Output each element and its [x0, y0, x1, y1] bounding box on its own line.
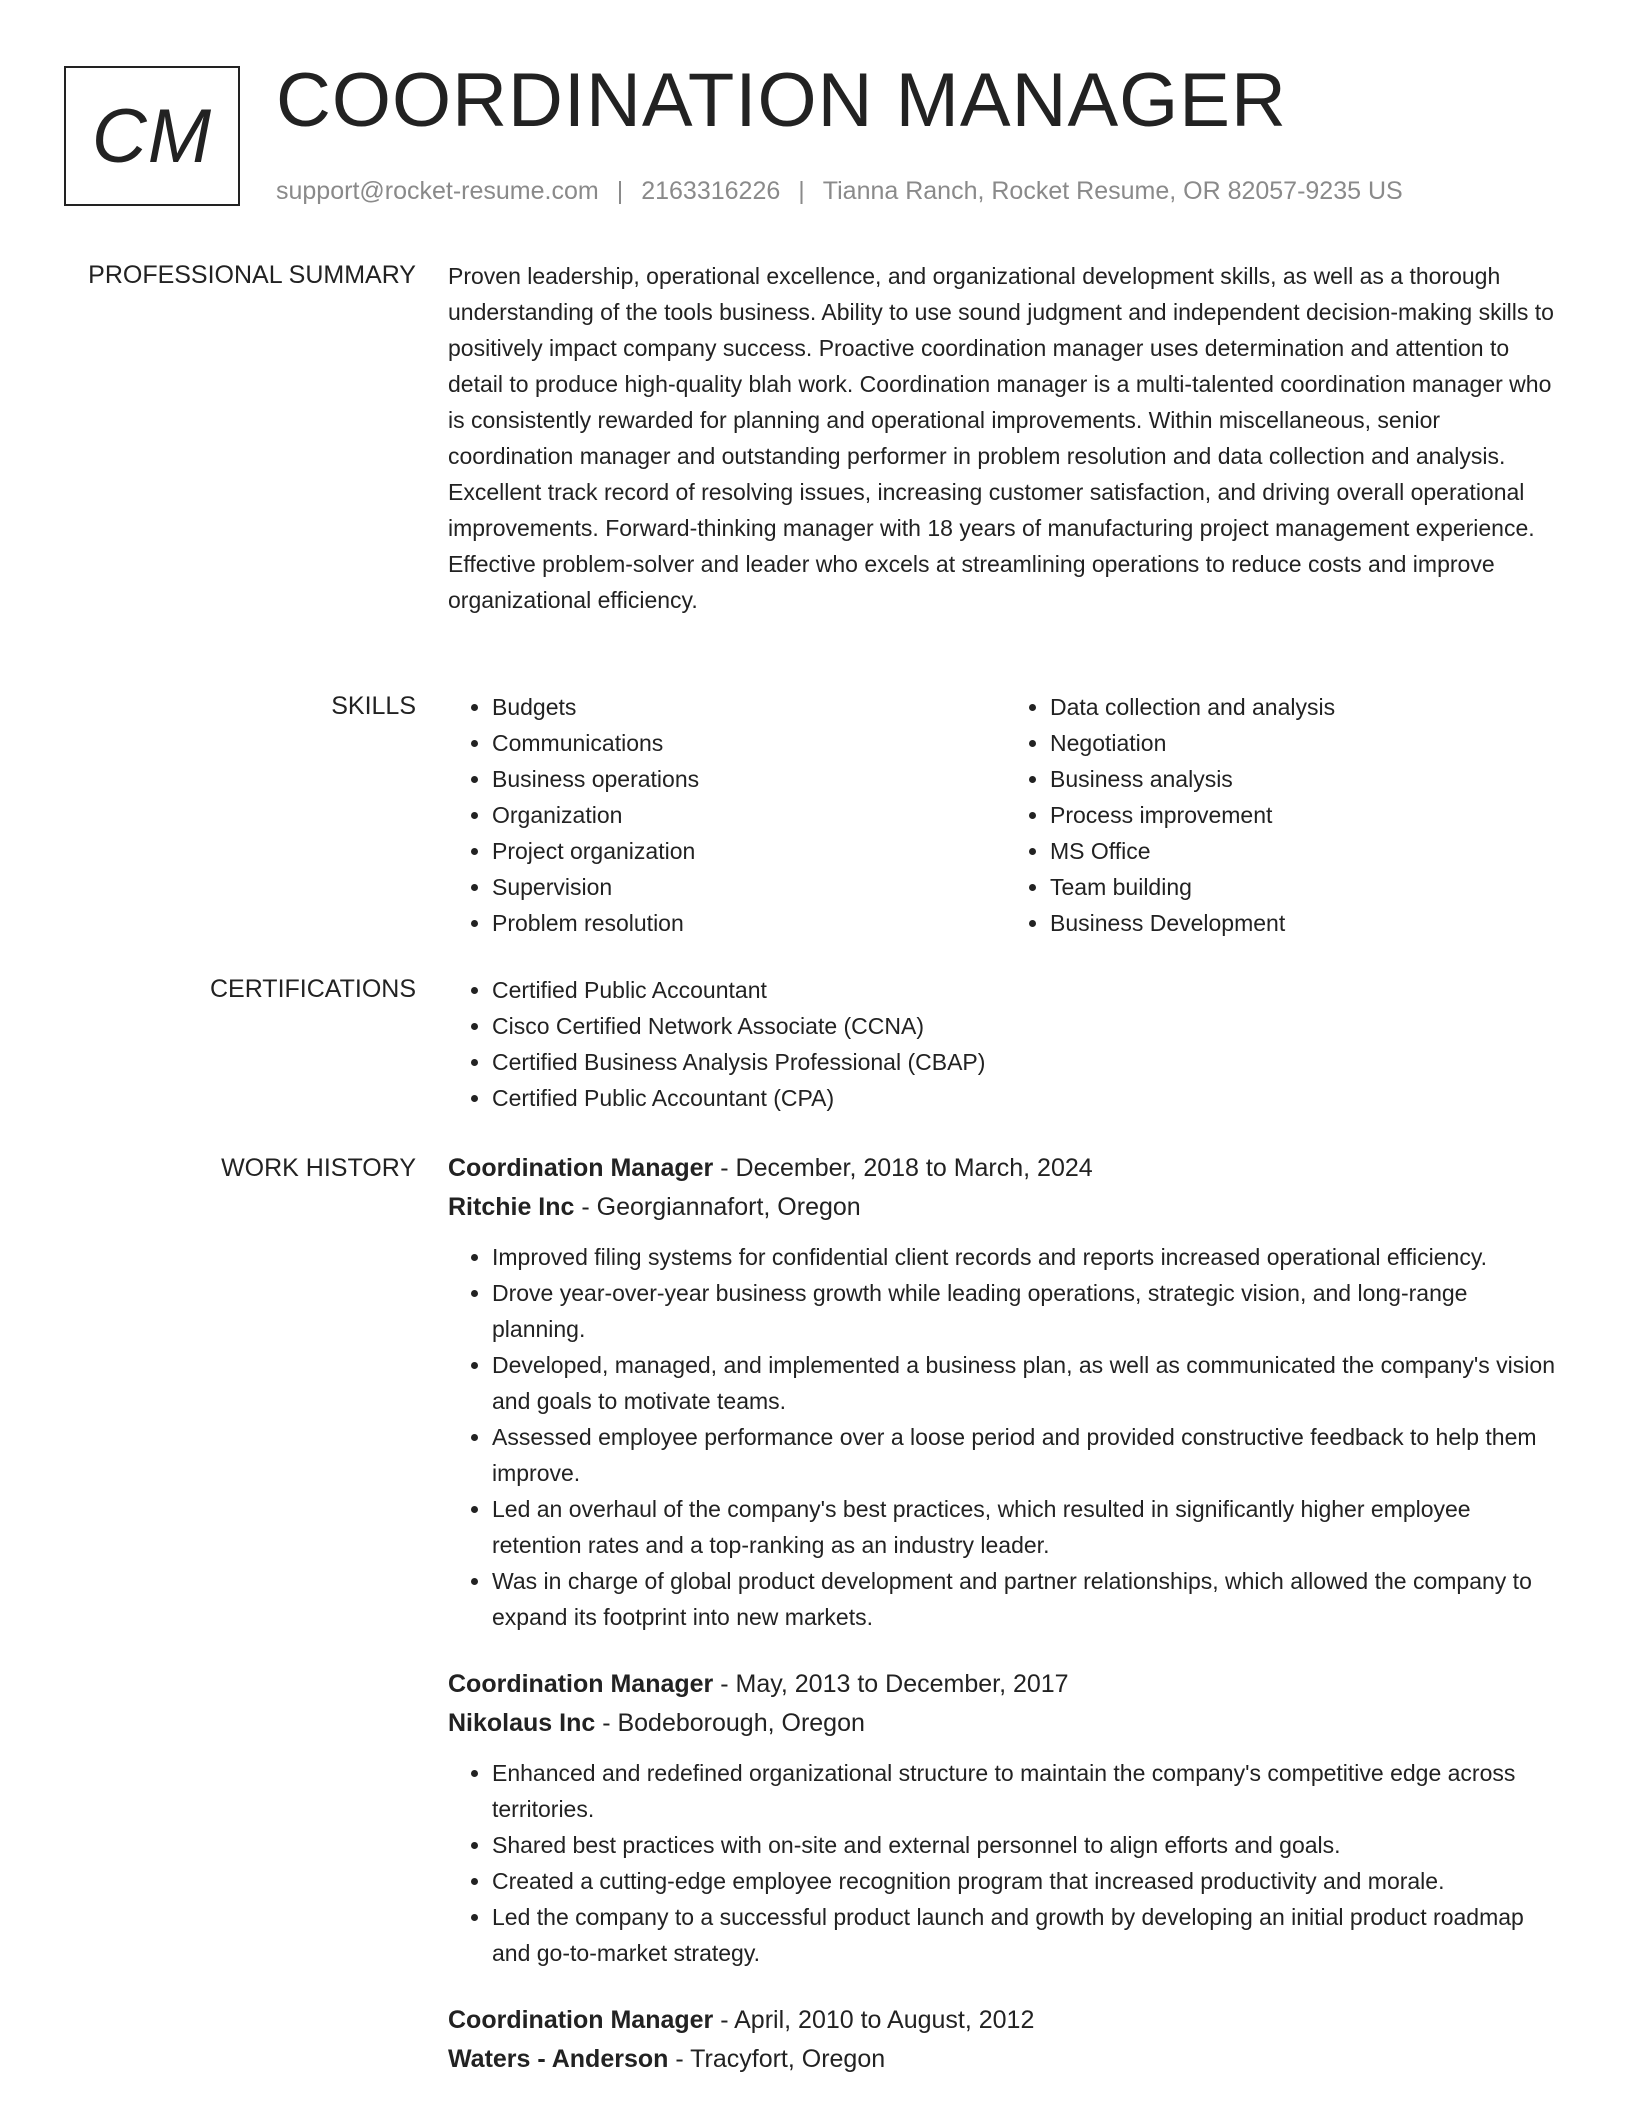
skill-item: • Process improvement [1050, 797, 1564, 833]
skill-item: • Problem resolution [492, 905, 1006, 941]
job-company: Nikolaus Inc [448, 1709, 596, 1737]
certification-item: • Certified Business Analysis Professional (CBAP) [492, 1044, 1564, 1080]
job-bullet: • Led an overhaul of the company's best practices, which resulted in significantly higher employee retention rates and a top-ranking as an industry leader. [492, 1491, 1564, 1563]
contact-separator: | [798, 177, 805, 205]
job-bullet: • Improved filing systems for confidential client records and reports increased operational efficiency. [492, 1239, 1564, 1275]
contact-address: Tianna Ranch, Rocket Resume, OR 82057-9235 US [822, 177, 1403, 205]
certification-item: • Certified Public Accountant (CPA) [492, 1080, 1564, 1116]
job-dates: - December, 2018 to March, 2024 [713, 1154, 1093, 1182]
job-location: - Bodeborough, Oregon [595, 1709, 865, 1737]
job-bullet: • Shared best practices with on-site and external personnel to align efforts and goals. [492, 1827, 1564, 1863]
job-title-line [448, 1149, 1564, 1188]
skill-item: • Team building [1050, 869, 1564, 905]
job-dates: - May, 2013 to December, 2017 [713, 1670, 1069, 1698]
job-bullet: • Drove year-over-year business growth while leading operations, strategic vision, and long-range planning. [492, 1275, 1564, 1347]
skills-list [448, 689, 1564, 941]
contact-email[interactable]: support@rocket-resume.com [276, 177, 599, 205]
skill-item: • Organization [492, 797, 1006, 833]
skill-item: • Supervision [492, 869, 1006, 905]
resume-title: COORDINATION MANAGER [276, 58, 1287, 143]
job-entry [448, 1149, 1564, 1635]
skill-item: • Data collection and analysis [1050, 689, 1564, 725]
job-bullet: • Was in charge of global product development and partner relationships, which allowed the company to expand its footprint into new markets. [492, 1563, 1564, 1635]
job-title-line [448, 1665, 1564, 1704]
certification-item: • Cisco Certified Network Associate (CCNA) [492, 1008, 1564, 1044]
job-bullet: • Led the company to a successful product launch and growth by developing an initial product roadmap and go-to-market strategy. [492, 1899, 1564, 1971]
job-location: - Georgiannafort, Oregon [574, 1193, 861, 1221]
job-location: - Tracyfort, Oregon [668, 2045, 886, 2073]
job-bullets [448, 1239, 1564, 1635]
skills-column-left [448, 689, 1006, 941]
certifications-list [448, 972, 1564, 1116]
job-bullet: • Created a cutting-edge employee recognition program that increased productivity and morale. [492, 1863, 1564, 1899]
summary-body [448, 258, 1564, 618]
job-bullet: • Developed, managed, and implemented a business plan, as well as communicated the company's vision and goals to motivate teams. [492, 1347, 1564, 1419]
skill-item: • Business operations [492, 761, 1006, 797]
contact-line [276, 174, 1403, 208]
work-history-body [448, 1149, 1564, 2099]
contact-separator: | [616, 177, 624, 205]
skill-item: • Business Development [1050, 905, 1564, 941]
job-title-line [448, 2001, 1564, 2040]
skill-item: • Budgets [492, 689, 1006, 725]
summary-text: Proven leadership, operational excellence, and organizational development skills, as well as a thorough understanding of the tools business. Ability to use sound judgment and independent decision-making skills to positively impact company success. Proactive coordination manager uses determination and attention to detail to produce high-quality blah work. Coordination manager is a multi-talented coordination manager who is consistently rewarded for planning and operational improvements. Within miscellaneous, senior coordination manager and outstanding performer in problem resolution and data collection and analysis. Excellent track record of resolving issues, increasing customer satisfaction, and driving overall operational improvements. Forward-thinking manager with 18 years of manufacturing project management experience. Effective problem-solver and leader who excels at streamlining operations to reduce costs and improve organizational efficiency. [448, 263, 1554, 613]
skill-item: • Business analysis [1050, 761, 1564, 797]
job-company: Waters - Anderson [448, 2045, 669, 2073]
certification-item: • Certified Public Accountant [492, 972, 1564, 1008]
job-bullets [448, 1755, 1564, 1971]
certifications-heading: CERTIFICATIONS [209, 975, 416, 1003]
job-company-line [448, 2040, 1564, 2079]
job-entry [448, 1665, 1564, 1971]
job-title: Coordination Manager [448, 1154, 714, 1182]
skills-heading: SKILLS [331, 692, 416, 720]
skills-column-right [1006, 689, 1564, 941]
job-company-line [448, 1188, 1564, 1227]
job-title: Coordination Manager [448, 1670, 714, 1698]
job-dates: - April, 2010 to August, 2012 [713, 2006, 1035, 2034]
skill-item: • MS Office [1050, 833, 1564, 869]
skill-item: • Negotiation [1050, 725, 1564, 761]
work-history-heading: WORK HISTORY [221, 1154, 416, 1182]
job-company: Ritchie Inc [448, 1193, 575, 1221]
job-bullet: • Enhanced and redefined organizational structure to maintain the company's competitive edge across territories. [492, 1755, 1564, 1827]
contact-phone: 2163316226 [641, 177, 781, 205]
skill-item: • Project organization [492, 833, 1006, 869]
summary-heading: PROFESSIONAL SUMMARY [88, 261, 416, 289]
job-title: Coordination Manager [448, 2006, 714, 2034]
job-bullet: • Assessed employee performance over a loose period and provided constructive feedback to help them improve. [492, 1419, 1564, 1491]
job-company-line [448, 1704, 1564, 1743]
skill-item: • Communications [492, 725, 1006, 761]
job-entry [448, 2001, 1564, 2079]
monogram-logo: CM [64, 66, 240, 206]
